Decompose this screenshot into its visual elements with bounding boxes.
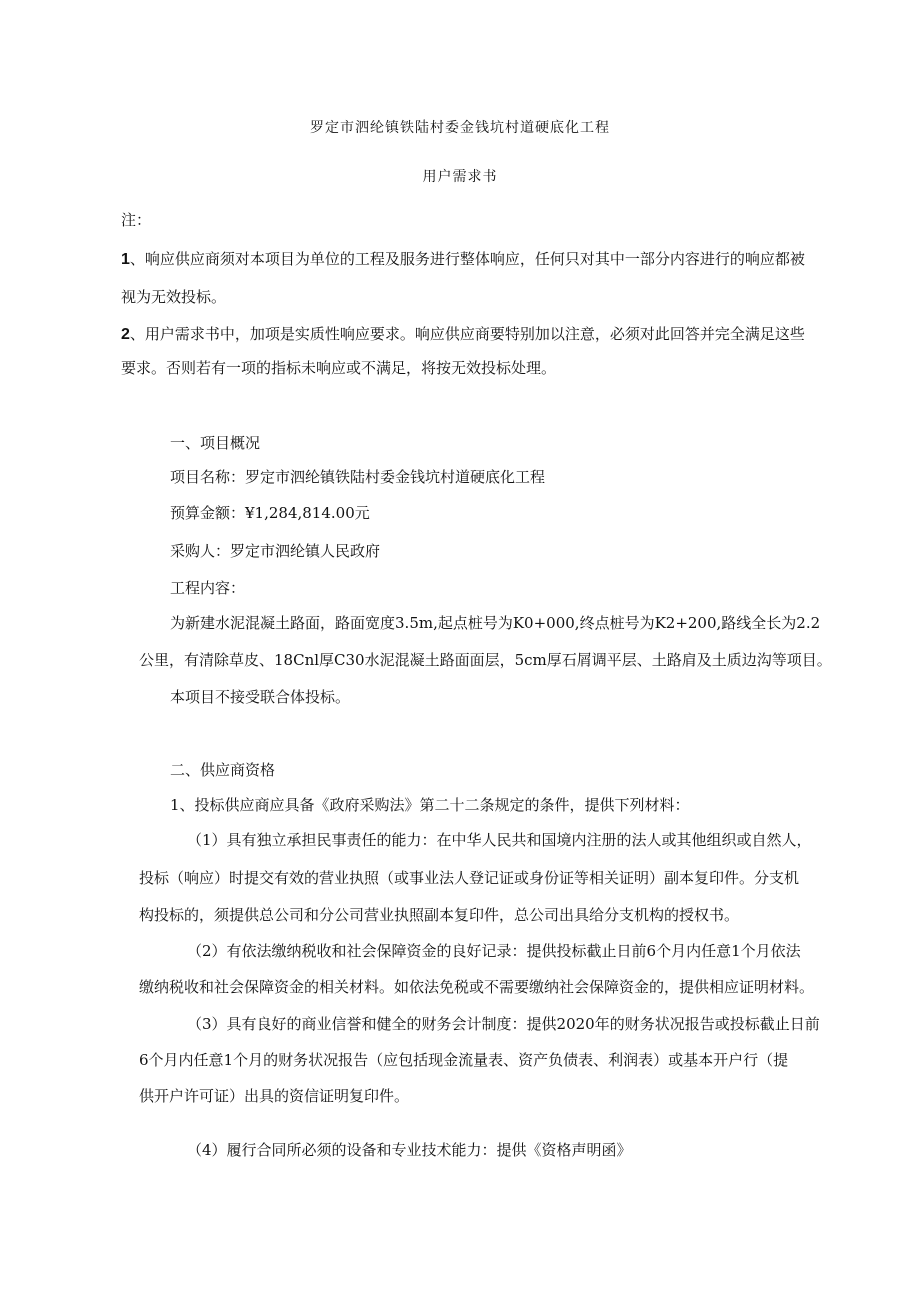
sub-3-line-2: 6个月内任意1个月的财务状况报告（应包括现金流量表、资产负债表、利润表）或基本开户行（提 [139,1051,789,1069]
purchaser: 采购人：罗定市泗纶镇人民政府 [170,542,381,560]
sub-1-line-1: （1）具有独立承担民事责任的能力：在中华人民共和国境内注册的法人或其他组织或自然人， [187,831,812,849]
note-2-text: 、用户需求书中，加项是实质性响应要求。响应供应商要特别加以注意，必须对此回答并完全满足这些 [129,325,805,343]
section-2-heading: 二、供应商资格 [170,761,276,779]
sub-2-line-1: （2）有依法缴纳税收和社会保障资金的良好记录：提供投标截止日前6个月内任意1个月依法 [187,942,801,960]
consortium-note: 本项目不接受联合体投标。 [170,688,351,706]
sub-2-line-2: 缴纳税收和社会保障资金的相关材料。如依法免税或不需要缴纳社会保障资金的，提供相应证明材料。 [139,978,815,996]
document-title: 罗定市泗纶镇铁陆村委金钱坑村道硬底化工程 [310,120,610,136]
qualification-item-1: 1、投标供应商应具备《政府采购法》第二十二条规定的条件，提供下列材料： [170,796,690,814]
sub-1-line-2: 投标（响应）时提交有效的营业执照（或事业法人登记证或身份证等相关证明）副本复印件。分支机 [139,869,800,887]
note-2-line-1 [121,324,805,345]
note-label: 注： [121,211,152,229]
note-1-text: 、响应供应商须对本项目为单位的工程及服务进行整体响应，任何只对其中一部分内容进行的响应都被 [129,250,805,268]
content-label: 工程内容： [170,579,246,597]
sub-1-line-3: 构投标的，须提供总公司和分公司营业执照副本复印件，总公司出具给分支机构的授权书。 [139,906,740,924]
section-1-heading: 一、项目概况 [170,434,261,452]
budget-amount: 预算金额：¥1,284,814.00元 [170,504,370,522]
note-2-number: 2 [121,326,130,343]
sub-3-line-1: （3）具有良好的商业信誉和健全的财务会计制度：提供2020年的财务状况报告或投标截止日前 [187,1015,820,1033]
sub-4: （4）履行合同所必须的设备和专业技术能力：提供《资格声明函》 [187,1141,632,1159]
content-line-2: 公里，有清除草皮、18Cnl厚C30水泥混凝土路面面层，5cm厚石屑调平层、土路肩及土质边沟等项目。 [139,651,832,669]
note-1-line-1 [121,249,805,270]
content-line-1: 为新建水泥混凝土路面，路面宽度3.5m,起点桩号为K0+000,终点桩号为K2+200,路线全长为2.2 [170,614,821,632]
note-2-line-2: 要求。否则若有一项的指标未响应或不满足，将按无效投标处理。 [121,359,557,377]
sub-3-line-3: 供开户许可证）出具的资信证明复印件。 [139,1087,410,1105]
project-name: 项目名称：罗定市泗纶镇铁陆村委金钱坑村道硬底化工程 [170,468,546,486]
note-1-line-2: 视为无效投标。 [121,288,227,306]
document-subtitle: 用户需求书 [422,169,498,185]
note-1-number: 1 [121,251,130,268]
